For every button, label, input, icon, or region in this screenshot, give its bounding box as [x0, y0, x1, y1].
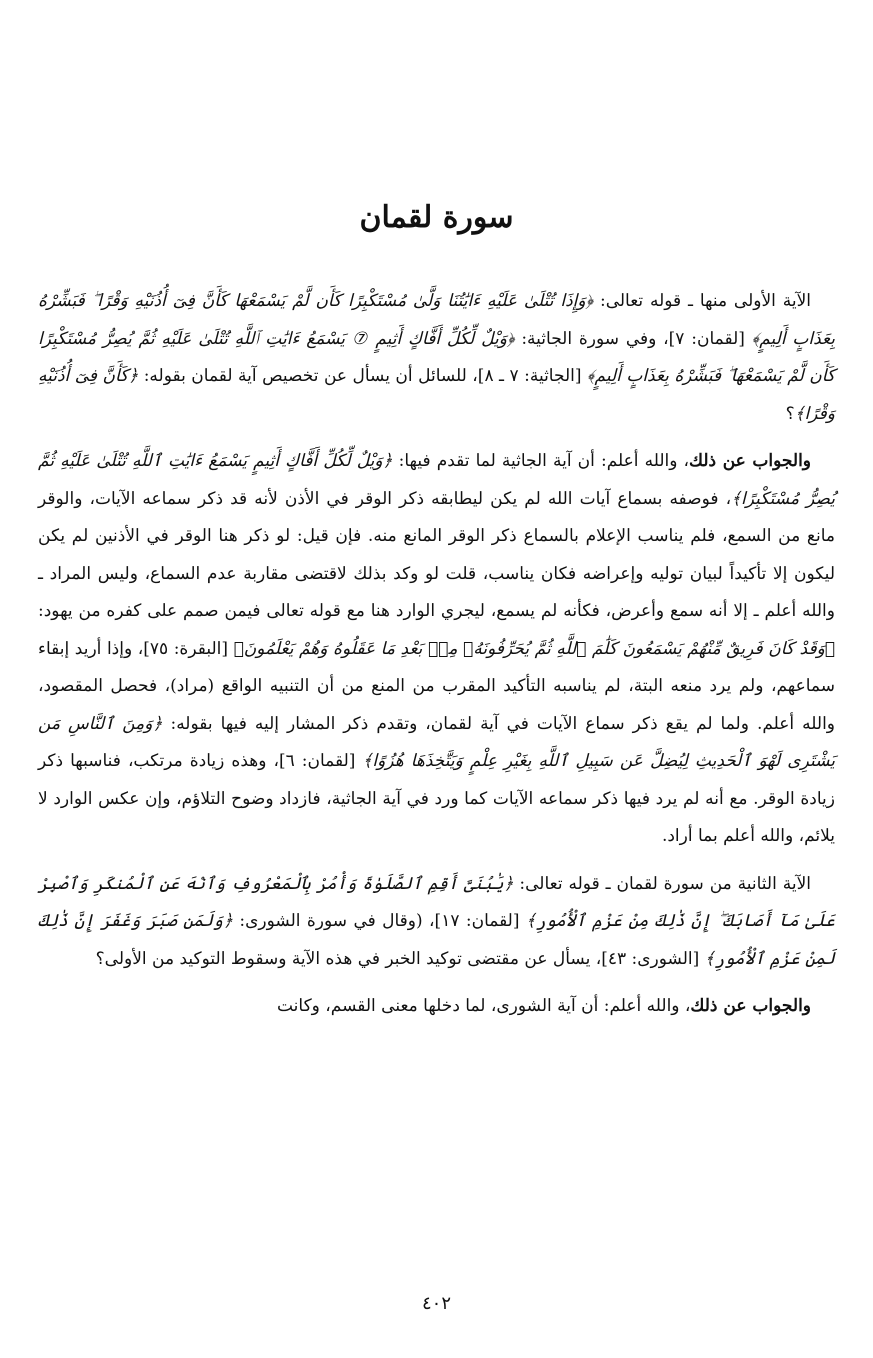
quran-quote: ﴿كَأَنَّ فِىٓ أُذُنَيْهِ وَقْرًا﴾: [38, 366, 835, 424]
paragraph: [38, 866, 835, 979]
text-run: ؟: [785, 403, 795, 424]
text-run: [الشورى: ٤٣]، يسأل عن مقتضى توكيد الخبر في هذه الآية وسقوط التوكيد من الأولى؟: [95, 948, 705, 969]
text-run: [الجاثية: ٧ ـ ٨]، للسائل أن يسأل عن تخصيص آية لقمان بقوله:: [138, 366, 587, 386]
paragraph: [38, 988, 835, 1026]
text-run: [لقمان: ٧]، وفي سورة الجاثية:: [514, 328, 752, 349]
quran-quote: ﴿وَإِذَا تُتْلَىٰ عَلَيْهِ ءَايَٰتُنَا وَلَّىٰ مُسْتَكْبِرًا كَأَن لَّمْ يَسْمَعْهَا كَأَنَّ فِىٓ أُذُنَيْهِ وَقْرًا ۖ فَبَشِّرْهُ بِعَذَابٍ أَلِيمٍ﴾: [38, 291, 835, 349]
page-number: ٤٠٢: [421, 1293, 451, 1314]
quran-quote: ﴿وَيْلٌ لِّكُلِّ أَفَّاكٍ أَثِيمٍ ⑦ يَسْمَعُ ءَايَٰتِ ٱللَّهِ تُتْلَىٰ عَلَيْهِ ثُمَّ يُصِرُّ مُسْتَكْبِرًا كَأَن لَّمْ يَسْمَعْهَا ۖ فَبَشِّرْهُ بِعَذَابٍ أَلِيمٍ﴾: [38, 328, 836, 386]
quran-quote: ﴿وَمِنَ ٱلنَّاسِ مَن يَشْتَرِى لَهْوَ ٱلْحَدِيثِ لِيُضِلَّ عَن سَبِيلِ ٱللَّهِ بِغَيْرِ عِلْمٍ وَيَتَّخِذَهَا هُزُوًا﴾: [38, 713, 835, 771]
text-run: [لقمان: ٦]، وهذه زيادة مرتكب، فناسبها ذكر زيادة الوقر. مع أنه لم يرد فيها ذكر سماعه الآيات كما ورد في آية الجاثية، فازداد وضوح التلاؤم، وإن عكس الوارد لا يلائم، والله أعلم بما أراد.: [38, 751, 835, 846]
paragraph: [38, 443, 835, 856]
text-run: ، والله أعلم: أن آية الشورى، لما دخلها معنى القسم، وكانت: [276, 996, 691, 1016]
quran-quote: ﴿وَقَدْ كَانَ فَرِيقٌ مِّنْهُمْ يَسْمَعُونَ كَلَٰمَ ٱللَّهِ ثُمَّ يُحَرِّفُونَهُۥ مِنۢ بَعْدِ مَا عَقَلُوهُ وَهُمْ يَعْلَمُونَ﴾: [233, 638, 836, 659]
text-run: ، فوصفه بسماع آيات الله لم يكن ليطابقه ذكر الوقر في الأذن لأنه قد ذكر سماعه الآيات، والوقر مانع من السمع، فلم يناسب الإعلام بالسماع ذكر الوقر المانع منه. فإن قيل: لو ذكر هنا الوقر في الأذنين لم يكن ليكون إلا تأكيداً لبيان توليه وإعراضه فكان يناسب، قلت لو وكد بذلك لاقتضى مقاربة عدم السماع، وليس المراد ـ والله أعلم ـ إلا أنه سمع وأعرض، فكأنه لم يسمع، ليجري الوارد هنا مع قوله تعالى فيمن صمم على كفره من يهود:: [38, 488, 835, 621]
quran-quote: ﴿وَيْلٌ لِّكُلِّ أَفَّاكٍ أَثِيمٍ يَسْمَعُ ءَايَٰتِ ٱللَّهِ تُتْلَىٰ عَلَيْهِ ثُمَّ يُصِرُّ مُسْتَكْبِرًا﴾: [38, 451, 835, 509]
paragraph: [38, 283, 835, 433]
text-run: ، والله أعلم: أن آية الجاثية لما تقدم فيها:: [392, 451, 690, 471]
text-run: [لقمان: ١٧]، (وقال في سورة الشورى:: [232, 911, 526, 931]
answer-lead: والجواب عن ذلك: [690, 996, 811, 1016]
text-run: الآية الأولى منها ـ قوله تعالى:: [593, 291, 812, 311]
quran-quote: ﴿يَٰبُنَىَّ أَقِمِ ٱلصَّلَوٰةَ وَأْمُرْ بِٱلْمَعْرُوفِ وَٱنْهَ عَنِ ٱلْمُنكَرِ وَٱصْبِرْ عَلَىٰ مَآ أَصَابَكَ ۖ إِنَّ ذَٰلِكَ مِنْ عَزْمِ ٱلْأُمُورِ﴾: [38, 873, 836, 931]
quran-quote: ﴿وَلَمَن صَبَرَ وَغَفَرَ إِنَّ ذَٰلِكَ لَمِنْ عَزْمِ ٱلْأُمُورِ﴾: [38, 911, 835, 969]
text-run: [البقرة: ٧٥]، وإذا أريد إبقاء سماعهم، ولم يرد منعه البتة، لم يناسبه التأكيد المقرب من المنع من أن التنبيه الواقع (مراد)، فحصل المقصود، والله أعلم. ولما لم يقع ذكر سماع الآيات في آية لقمان، وتقدم ذكر المشار إليه فيها بقوله:: [38, 638, 836, 734]
page-title: سورة لقمان: [359, 200, 514, 235]
body-text: [38, 283, 835, 1036]
answer-lead: والجواب عن ذلك: [689, 451, 812, 471]
text-run: الآية الثانية من سورة لقمان ـ قوله تعالى:: [513, 873, 811, 894]
